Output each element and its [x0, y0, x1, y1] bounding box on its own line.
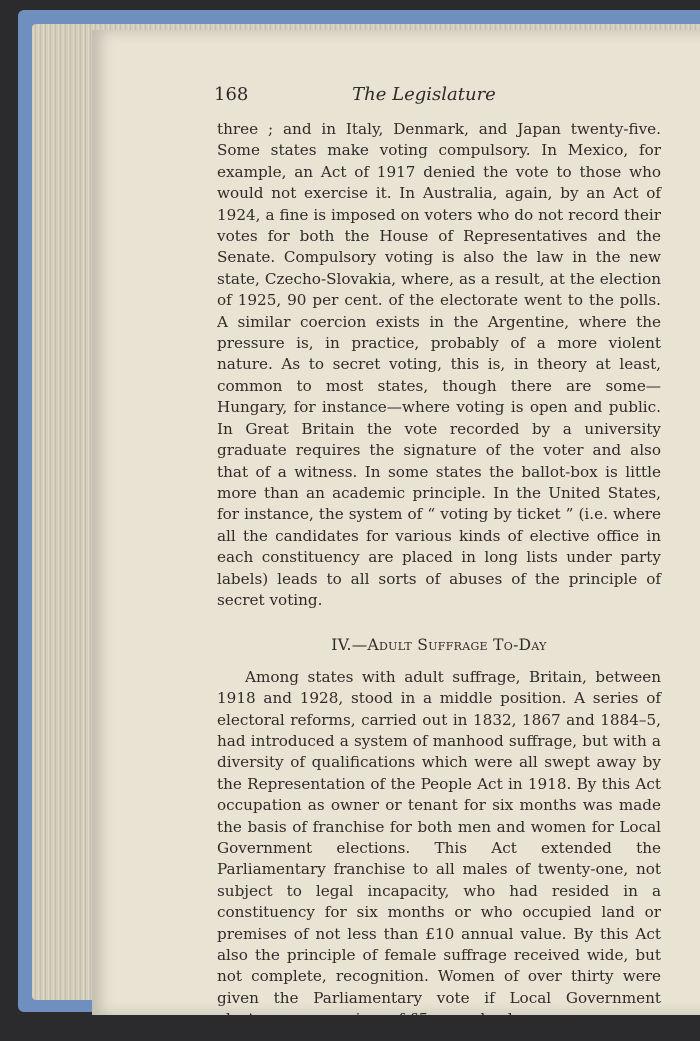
paragraph: three ; and in Italy, Denmark, and Japan twenty-five. Some states make voting compulsory. In Mexico, for example, an Act of 1917 denied the vote to those who would not exercise it. In Australia, again, by an Act of 1924, a fine is imposed on voters who do not record their votes for both the House of Representatives and the Senate. Compulsory voting is also the law in the new state, Czecho-Slovakia, where, as a result, at the election of 1925, 90 per cent. of the electorate went to the polls. A similar coercion exists in the Argentine, where the pressure is, in practice, probably of a more violent nature. As to secret voting, this is, in theory at least, common to most states, though there are some—Hungary, for instance—where voting is open and public. In Great Britain the vote recorded by a university graduate requires the signature of the voter and also that of a witness. In some states the ballot-box is little more than an academic principle. In the United States, for instance, the system of “ voting by ticket ” (i.e. where all the candidates for various kinds of elective office in each constituency are placed in long lists under party labels) leads to all sorts of abuses of the principle of secret voting.	[217, 120, 661, 609]
section-heading-title: Adult Suffrage To-Day	[367, 636, 547, 655]
paragraph: Among states with adult suffrage, Britain, between 1918 and 1928, stood in a middle position. A series of electoral reforms, carried out in 1832, 1867 and 1884–5, had introduced a system of manhood suffrage, but with a diversity of qualifications which were all swept away by the Representation of the People Act in 1918. By this Act occupation as owner or tenant for six months was made the basis of franchise for both men and women for Local Government elections. This Act extended the Parliamentary franchise to all males of twenty-one, not subject to legal incapacity, who had resided in a constituency for six months or who occupied land or premises of not less than £10 annual value. By this Act also the principle of female suffrage received wide, but not complete, recognition. Women of over thirty were given the Parliamentary vote if Local Government electors, as occupiers of £5 annual value or as	[217, 667, 661, 1029]
page-number: 168	[214, 84, 249, 105]
section-heading-prefix: IV.—	[331, 636, 368, 655]
section-heading	[217, 635, 661, 656]
page-header	[214, 84, 664, 112]
page-text	[217, 119, 661, 1031]
running-title: The Legislature	[352, 84, 496, 105]
